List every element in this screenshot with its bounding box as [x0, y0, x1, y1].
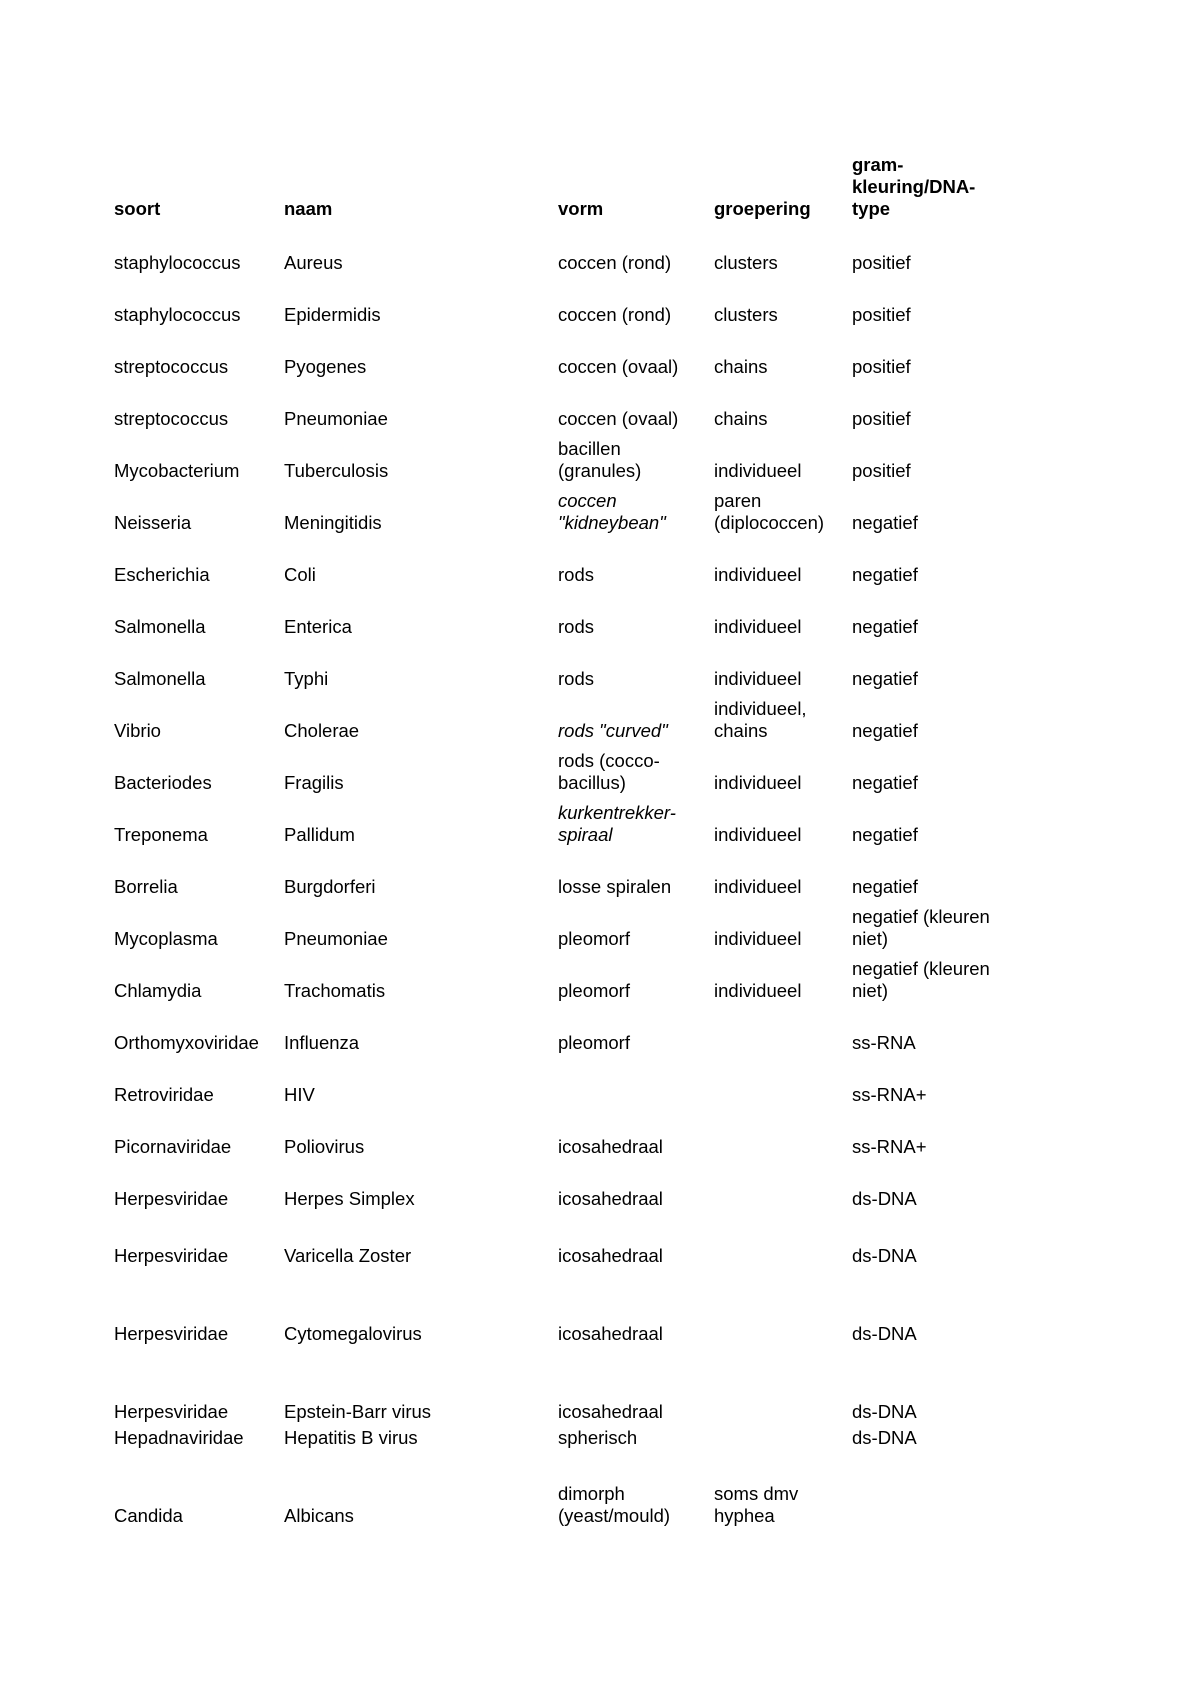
cell-naam: Burgdorferi: [284, 876, 376, 897]
table-header-row: [114, 150, 1022, 222]
cell-soort: Herpesviridae: [114, 1188, 229, 1209]
cell-soort: Borrelia: [114, 876, 178, 897]
table-row: [114, 898, 1022, 950]
cell-groepering: soms dmv hyphea: [714, 1483, 799, 1526]
table-row: [114, 1210, 1022, 1267]
cell-naam: Fragilis: [284, 772, 344, 793]
cell-naam: Pneumoniae: [284, 408, 388, 429]
cell-naam: Meningitidis: [284, 512, 382, 533]
cell-naam: Aureus: [284, 252, 343, 273]
cell-soort: streptococcus: [114, 408, 229, 429]
cell-type: negatief: [852, 564, 918, 585]
cell-type: negatief: [852, 720, 918, 741]
cell-vorm: bacillen (granules): [558, 438, 642, 481]
table-row: [114, 1002, 1022, 1054]
cell-naam: Hepatitis B virus: [284, 1427, 418, 1448]
table-row: [114, 1449, 1022, 1527]
table-row: [114, 1054, 1022, 1106]
cell-type: positief: [852, 460, 911, 481]
cell-groepering: individueel: [714, 564, 802, 585]
table-row: [114, 950, 1022, 1002]
cell-naam: Cholerae: [284, 720, 360, 741]
cell-type: negatief (kleuren niet): [852, 906, 990, 949]
cell-naam: Pyogenes: [284, 356, 367, 377]
header-type: gram- kleuring/DNA- type: [852, 154, 976, 219]
table-row: [114, 274, 1022, 326]
cell-naam: Enterica: [284, 616, 352, 637]
cell-type: ss-RNA+: [852, 1136, 927, 1157]
cell-groepering: [714, 1158, 852, 1210]
cell-type: negatief: [852, 876, 918, 897]
cell-naam: Influenza: [284, 1032, 360, 1053]
table-row: [114, 638, 1022, 690]
table-row: [114, 378, 1022, 430]
table-row: [114, 534, 1022, 586]
cell-groepering: chains: [714, 356, 768, 377]
cell-vorm: losse spiralen: [558, 876, 672, 897]
table-row: [114, 1423, 1022, 1449]
cell-naam: Pneumoniae: [284, 928, 388, 949]
cell-vorm: icosahedraal: [558, 1188, 663, 1209]
cell-type: ds-DNA: [852, 1401, 917, 1422]
cell-groepering: [714, 1002, 852, 1054]
cell-groepering: chains: [714, 408, 768, 429]
cell-type: ss-RNA+: [852, 1084, 927, 1105]
cell-soort: streptococcus: [114, 356, 229, 377]
cell-groepering: [714, 1054, 852, 1106]
cell-soort: Vibrio: [114, 720, 161, 741]
cell-vorm: icosahedraal: [558, 1245, 663, 1266]
cell-vorm: rods: [558, 668, 594, 689]
cell-groepering: individueel, chains: [714, 698, 807, 741]
cell-vorm: spherisch: [558, 1427, 638, 1448]
cell-naam: Albicans: [284, 1505, 354, 1526]
cell-soort: Retroviridae: [114, 1084, 214, 1105]
cell-naam: Herpes Simplex: [284, 1188, 415, 1209]
cell-soort: Herpesviridae: [114, 1401, 229, 1422]
cell-type: negatief (kleuren niet): [852, 958, 990, 1001]
cell-groepering: individueel: [714, 876, 802, 897]
cell-vorm: coccen (rond): [558, 304, 672, 325]
header-groepering: groepering: [714, 198, 811, 219]
cell-vorm: rods: [558, 564, 594, 585]
table-row: [114, 742, 1022, 794]
cell-vorm: icosahedraal: [558, 1323, 663, 1344]
header-naam: naam: [284, 198, 333, 219]
cell-groepering: [714, 1106, 852, 1158]
cell-soort: Mycobacterium: [114, 460, 240, 481]
table-row: [114, 1158, 1022, 1210]
cell-soort: Treponema: [114, 824, 208, 845]
cell-groepering: paren (diplococcen): [714, 490, 825, 533]
cell-type: [852, 1449, 1022, 1527]
cell-soort: Herpesviridae: [114, 1323, 229, 1344]
cell-vorm: coccen (ovaal): [558, 356, 679, 377]
cell-soort: Picornaviridae: [114, 1136, 232, 1157]
cell-type: positief: [852, 252, 911, 273]
table-body: [114, 222, 1022, 1527]
cell-type: negatief: [852, 512, 918, 533]
cell-naam: Varicella Zoster: [284, 1245, 412, 1266]
cell-vorm: rods (cocco- bacillus): [558, 750, 660, 793]
cell-groepering: individueel: [714, 772, 802, 793]
table-row: [114, 846, 1022, 898]
table-row: [114, 430, 1022, 482]
cell-soort: staphylococcus: [114, 304, 241, 325]
microorganism-table: [114, 150, 1022, 1527]
cell-groepering: [714, 1345, 852, 1423]
cell-groepering: [714, 1210, 852, 1267]
header-vorm: vorm: [558, 198, 604, 219]
cell-soort: Neisseria: [114, 512, 192, 533]
cell-vorm: coccen "kidneybean": [558, 490, 666, 533]
cell-soort: Salmonella: [114, 668, 206, 689]
cell-vorm: pleomorf: [558, 1032, 630, 1053]
cell-vorm: pleomorf: [558, 980, 630, 1001]
cell-naam: Trachomatis: [284, 980, 386, 1001]
cell-groepering: clusters: [714, 304, 778, 325]
cell-groepering: individueel: [714, 824, 802, 845]
table-row: [114, 1267, 1022, 1345]
cell-naam: Pallidum: [284, 824, 355, 845]
table-row: [114, 326, 1022, 378]
cell-type: positief: [852, 356, 911, 377]
table-row: [114, 586, 1022, 638]
cell-groepering: individueel: [714, 928, 802, 949]
cell-vorm: rods "curved": [558, 720, 668, 741]
cell-soort: Mycoplasma: [114, 928, 218, 949]
cell-soort: Chlamydia: [114, 980, 202, 1001]
table-row: [114, 482, 1022, 534]
cell-type: ss-RNA: [852, 1032, 916, 1053]
cell-type: negatief: [852, 616, 918, 637]
cell-groepering: [714, 1267, 852, 1345]
cell-groepering: clusters: [714, 252, 778, 273]
cell-vorm: kurkentrekker- spiraal: [558, 802, 676, 845]
cell-groepering: individueel: [714, 460, 802, 481]
cell-naam: Epidermidis: [284, 304, 381, 325]
table-row: [114, 1345, 1022, 1423]
cell-groepering: individueel: [714, 980, 802, 1001]
cell-groepering: [714, 1423, 852, 1449]
cell-type: positief: [852, 408, 911, 429]
cell-vorm: coccen (rond): [558, 252, 672, 273]
cell-type: negatief: [852, 668, 918, 689]
cell-soort: Salmonella: [114, 616, 206, 637]
table-row: [114, 690, 1022, 742]
cell-naam: Poliovirus: [284, 1136, 365, 1157]
cell-vorm: dimorph (yeast/mould): [558, 1483, 671, 1526]
cell-naam: Cytomegalovirus: [284, 1323, 422, 1344]
cell-soort: Hepadnaviridae: [114, 1427, 244, 1448]
cell-naam: Typhi: [284, 668, 329, 689]
cell-soort: Herpesviridae: [114, 1245, 229, 1266]
cell-type: ds-DNA: [852, 1245, 917, 1266]
table-row: [114, 222, 1022, 274]
cell-vorm: coccen (ovaal): [558, 408, 679, 429]
cell-naam: Epstein-Barr virus: [284, 1401, 432, 1422]
cell-groepering: individueel: [714, 616, 802, 637]
table-row: [114, 1106, 1022, 1158]
cell-vorm: icosahedraal: [558, 1136, 663, 1157]
table-row: [114, 794, 1022, 846]
cell-vorm: pleomorf: [558, 928, 630, 949]
cell-type: ds-DNA: [852, 1323, 917, 1344]
cell-vorm: [558, 1054, 714, 1106]
cell-vorm: icosahedraal: [558, 1401, 663, 1422]
cell-type: negatief: [852, 772, 918, 793]
cell-soort: staphylococcus: [114, 252, 241, 273]
cell-type: positief: [852, 304, 911, 325]
cell-type: ds-DNA: [852, 1427, 917, 1448]
cell-soort: Candida: [114, 1505, 183, 1526]
cell-soort: Orthomyxoviridae: [114, 1032, 259, 1053]
cell-type: negatief: [852, 824, 918, 845]
cell-naam: Tuberculosis: [284, 460, 389, 481]
cell-type: ds-DNA: [852, 1188, 917, 1209]
cell-naam: Coli: [284, 564, 316, 585]
cell-groepering: individueel: [714, 668, 802, 689]
cell-soort: Bacteriodes: [114, 772, 212, 793]
header-soort: soort: [114, 198, 161, 219]
cell-soort: Escherichia: [114, 564, 210, 585]
cell-naam: HIV: [284, 1084, 315, 1105]
cell-vorm: rods: [558, 616, 594, 637]
